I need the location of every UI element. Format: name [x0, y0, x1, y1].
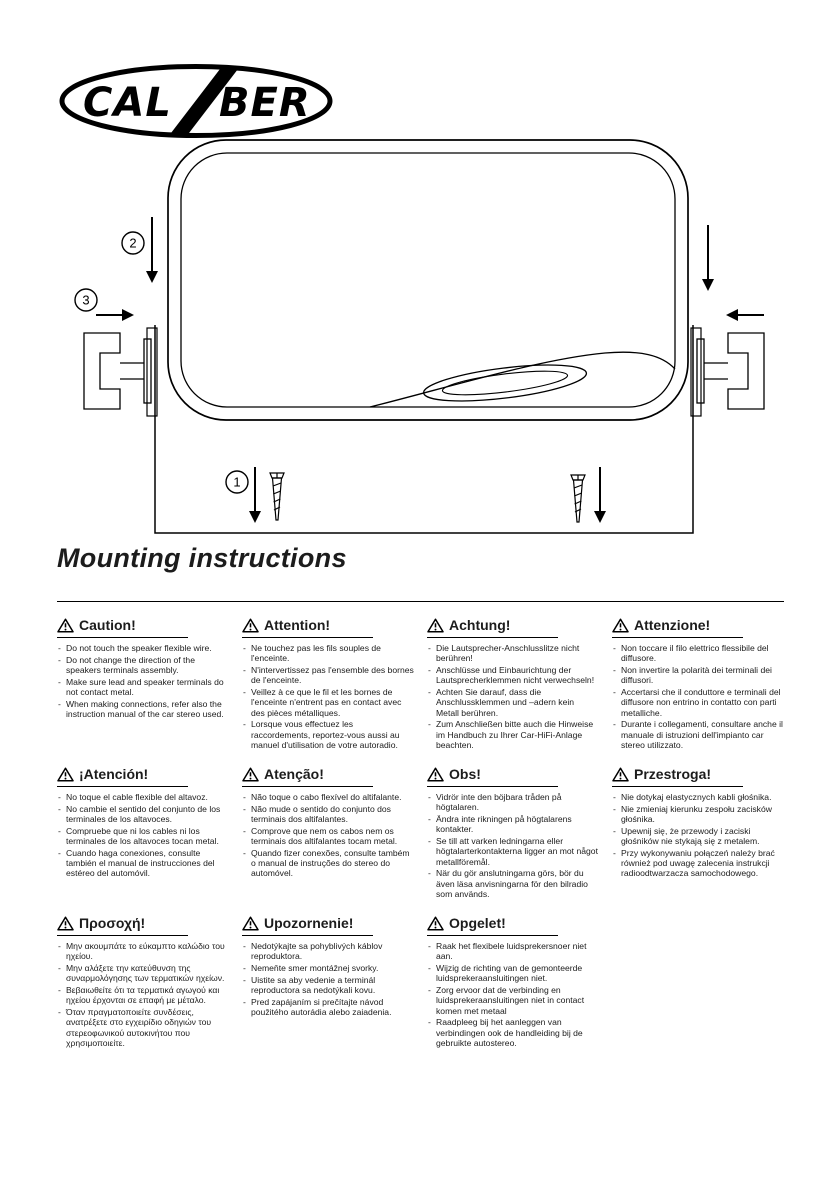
arrow-down-screw-left-icon	[249, 467, 261, 523]
warning-item: - Nie zmieniaj kierunku zespołu zacisków głośnika.	[612, 804, 784, 825]
warning-item: - Przy wykonywaniu połączeń należy brać również pod uwagę zalecenia instrukcji radioodtwarzacza samochodowego.	[612, 848, 784, 879]
warning-item: - Achten Sie darauf, dass die Anschlussklemmen und –adern kein Metall berühren.	[427, 687, 599, 718]
warning-item: - Ne touchez pas les fils souples de l'enceinte.	[242, 643, 414, 664]
warning-item: - Make sure lead and speaker terminals do not contact metal.	[57, 677, 229, 698]
warning-list	[427, 941, 599, 1049]
arrow-down-right-icon	[702, 225, 714, 291]
warning-header	[427, 617, 558, 638]
warning-item: - Comprove que nem os cabos nem os terminais dos altifalantes tocam metal.	[242, 826, 414, 847]
warning-item: - Pred zapájaním si prečítajte návod použitého autorádia alebo zaiadenia.	[242, 997, 414, 1018]
warning-item: - Nemeňte smer montážnej svorky.	[242, 963, 414, 973]
callout-3-label: 3	[82, 292, 90, 308]
warning-header	[427, 915, 558, 936]
warning-title: Upozornenie!	[264, 914, 354, 931]
warning-header	[427, 766, 558, 787]
warning-title: Caution!	[79, 617, 136, 633]
warning-list	[612, 792, 784, 879]
warning-triangle-icon	[242, 916, 259, 931]
warning-header	[57, 915, 188, 936]
arrow-down-screw-right-icon	[594, 467, 606, 523]
warning-title: Atenção!	[264, 765, 324, 782]
warning-title: ¡Atención!	[79, 765, 149, 782]
mounting-diagram	[0, 125, 839, 545]
arrow-down-left-icon	[146, 217, 158, 283]
screw-icon-left	[270, 473, 284, 520]
warnings-grid	[57, 617, 784, 1050]
callout-3	[75, 289, 97, 311]
warning-header	[242, 766, 373, 787]
warning-item: - Uistite sa aby vedenie a terminál reproductora sa nedotýkali kovu.	[242, 975, 414, 996]
warning-item: - No cambie el sentido del conjunto de los terminales de los altavoces.	[57, 804, 229, 825]
callout-1	[226, 471, 248, 493]
warning-item: - Se till att varken ledningarna eller högtalarterkontakterna ligger an mot något metallföremål.	[427, 836, 599, 867]
warning-item: - No toque el cable flexible del altavoz.	[57, 792, 229, 802]
arrow-left-icon	[726, 309, 764, 321]
screw-icon-right	[571, 475, 585, 522]
warning-title: Achtung!	[449, 617, 511, 633]
title-divider	[57, 601, 784, 602]
warning-item: - When making connections, refer also the instruction manual of the car stereo used.	[57, 699, 229, 720]
warning-item: - Quando fizer conexões, consulte também o manual de instruções do stereo do automóvel.	[242, 848, 414, 879]
warning-title: Przestroga!	[634, 765, 712, 782]
warning-triangle-icon	[57, 767, 74, 782]
page-title: Mounting instructions	[57, 543, 347, 573]
warning-item: - Anschlüsse und Einbaurichtung der Lautsprecherklemmen nicht verwechseln!	[427, 665, 599, 686]
warning-block-5	[57, 766, 229, 880]
warning-item: - Vidrör inte den böjbara tråden på högtalaren.	[427, 792, 599, 813]
warning-list	[242, 941, 414, 1018]
warning-item: - Não mude o sentido do conjunto dos terminais dos altifalantes.	[242, 804, 414, 825]
warning-triangle-icon	[427, 618, 444, 633]
warning-block-7	[427, 766, 599, 901]
warning-header	[612, 766, 743, 787]
speaker-body	[168, 140, 688, 420]
warning-triangle-icon	[427, 916, 444, 931]
warning-item: - Não toque o cabo flexível do altifalante.	[242, 792, 414, 802]
warning-list	[57, 941, 229, 1049]
warning-list	[427, 792, 599, 900]
warning-triangle-icon	[612, 767, 629, 782]
warning-header	[57, 617, 188, 638]
warning-item: - Cuando haga conexiones, consulte también el manual de instrucciones del estéreo del automóvil.	[57, 848, 229, 879]
warning-block-2	[242, 617, 414, 752]
warning-item: - Zum Anschließen bitte auch die Hinweise im Handbuch zu Ihrer Car-HiFi-Anlage beachten.	[427, 719, 599, 750]
warning-item: - Veillez à ce que le fil et les bornes de l'enceinte n'entrent pas en contact avec des pièces métalliques.	[242, 687, 414, 718]
callout-2	[122, 232, 144, 254]
warning-triangle-icon	[57, 916, 74, 931]
warning-title: Προσοχή!	[79, 914, 146, 931]
warning-item: - Upewnij się, że przewody i zaciski głośników nie stykają się z metalem.	[612, 826, 784, 847]
warning-title: Opgelet!	[449, 914, 506, 931]
mounting-clamp-right	[697, 333, 764, 409]
warning-triangle-icon	[612, 618, 629, 633]
warning-triangle-icon	[242, 618, 259, 633]
warning-item: - Accertarsi che il conduttore e terminali del diffusore non entrino in contatto con parti metalliche.	[612, 687, 784, 718]
warning-item: - Durante i collegamenti, consultare anche il manuale di istruzioni dell'impianto car stereo utilizzato.	[612, 719, 784, 750]
warning-list	[242, 643, 414, 751]
warning-item: - Μην αλάξετε την κατεύθυνση της συναρμολόγησης των τερματικών ηχείων.	[57, 963, 229, 984]
warning-header	[612, 617, 743, 638]
warning-header	[57, 766, 188, 787]
warning-list	[612, 643, 784, 751]
warning-block-3	[427, 617, 599, 752]
warning-title: Attention!	[264, 617, 331, 633]
mounting-clamp-left	[84, 333, 151, 409]
warning-item: - Zorg ervoor dat de verbinding en luidsprekeraansluitingen niet in contact komen met metaal	[427, 985, 599, 1016]
warning-item: - Όταν πραγματοποιείτε συνδέσεις, ανατρέξετε στο εγχειρίδιο οδηγιών του στερεοφωνικού αυτοκινήτου που χρησιμοποιείτε.	[57, 1007, 229, 1048]
warning-item: - Non toccare il filo elettrico flessibile del diffusore.	[612, 643, 784, 664]
warning-block-8	[612, 766, 784, 880]
warning-block-1	[57, 617, 229, 721]
warning-item: - Βεβαιωθείτε ότι τα τερματικά αγωγού και ηχείου έρχονται σε επαφή με μέταλο.	[57, 985, 229, 1006]
warning-block-4	[612, 617, 784, 752]
warning-item: - Nedotýkajte sa pohyblivých káblov reproduktora.	[242, 941, 414, 962]
warning-item: - Non invertire la polarità dei terminali dei diffusori.	[612, 665, 784, 686]
warning-block-9	[57, 915, 229, 1050]
warning-triangle-icon	[242, 767, 259, 782]
warning-item: - N'intervertissez pas l'ensemble des bornes de l'enceinte.	[242, 665, 414, 686]
warning-block-6	[242, 766, 414, 880]
warning-item: - Compruebe que ni los cables ni los terminales de los altavoces tocan metal.	[57, 826, 229, 847]
warning-item: - Die Lautsprecher-Anschlusslitze nicht berühren!	[427, 643, 599, 664]
logo-text-right: BER	[219, 80, 311, 126]
warning-block-11	[427, 915, 599, 1050]
warning-item: - Lorsque vous effectuez les raccordements, reportez-vous aussi au manuel d'utilisation de votre autoradio.	[242, 719, 414, 750]
warning-list	[242, 792, 414, 879]
warning-list	[57, 792, 229, 879]
warning-item: - Wijzig de richting van de gemonteerde luidsprekeraansluitingen niet.	[427, 963, 599, 984]
arrow-right-icon	[96, 309, 134, 321]
warning-item: - När du gör anslutningarna görs, bör du även läsa anvisningarna för den bilradio som används.	[427, 868, 599, 899]
warning-item: - Do not touch the speaker flexible wire.	[57, 643, 229, 653]
warning-item: - Raak het flexibele luidsprekersnoer niet aan.	[427, 941, 599, 962]
warning-title: Obs!	[449, 765, 481, 782]
warning-item: - Μην ακουμπάτε το εύκαμπτο καλώδιο του ηχείου.	[57, 941, 229, 962]
callout-2-label: 2	[129, 235, 137, 251]
warning-list	[427, 643, 599, 751]
warning-header	[242, 617, 373, 638]
warning-item: - Nie dotykaj elastycznych kabli głośnika.	[612, 792, 784, 802]
warning-triangle-icon	[427, 767, 444, 782]
warning-item: - Raadpleeg bij het aanleggen van verbindingen ook de handleiding bij de gebruikte autostereo.	[427, 1017, 599, 1048]
callout-1-label: 1	[233, 474, 241, 490]
mounting-panel	[147, 325, 701, 533]
warning-list	[57, 643, 229, 720]
warning-triangle-icon	[57, 618, 74, 633]
warning-item: - Do not change the direction of the speakers terminals assembly.	[57, 655, 229, 676]
warning-title: Attenzione!	[634, 617, 711, 633]
warning-item: - Ändra inte rikningen på högtalarens kontakter.	[427, 814, 599, 835]
logo-text-left: CAL	[83, 80, 172, 126]
warning-block-10	[242, 915, 414, 1019]
warning-header	[242, 915, 373, 936]
